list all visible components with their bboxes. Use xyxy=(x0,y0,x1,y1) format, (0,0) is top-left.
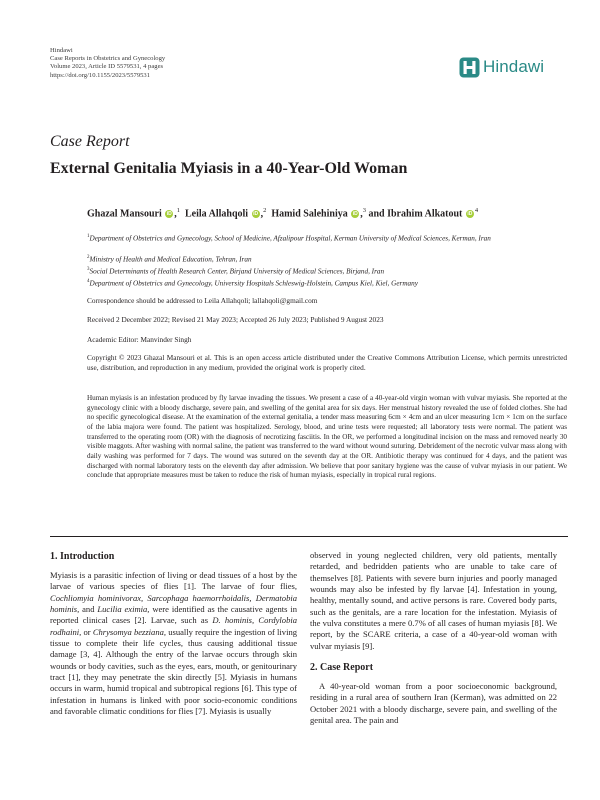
publisher-name: Hindawi xyxy=(50,47,73,54)
intro-paragraph-continued: observed in young neglected children, very old patients, mentally retarded, and bedridden patients who are unable to take care of themselves [8]. Patients with severe burn injuries and poorly managed wounds may also be infested by fly larvae [4]. Infestation in young, healthy, mentally sound, and active persons is rare. Covered body parts, such as the genitals, are a rare location for the infestation. Myiasis of the vulva constitutes a mere 0.7% of all cases of human myiasis [8]. We report, by the SCARE criteria, a case of a 40-year-old woman with vulvar myiasis [9]. xyxy=(310,550,557,651)
author-affiliation-ref: 2 xyxy=(263,207,267,214)
author-affiliation-ref: 1 xyxy=(176,207,180,214)
case-paragraph: A 40-year-old woman from a poor socioeconomic background, residing in a rural area of southern Iran (Kerman), was admitted on 22 October 2021 with a bloody discharge, severe pain, and swelling of the genital area. The pain and xyxy=(310,681,557,726)
article-type: Case Report xyxy=(50,133,130,150)
section-divider xyxy=(50,536,568,537)
affiliation: $^3$Social Determinants of Health Research Center, Birjand University of Medical Sciences, Birjand, Iran xyxy=(87,267,385,276)
abstract: Human myiasis is an infestation produced by fly larvae invading the tissues. We present a case of a 40-year-old virgin woman with vulvar myiasis. She reported at the gynecology clinic with a bloody discharge, severe pain, and swelling of the genital area for six days. Her menstrual history revealed the use of folded clothes. She had no specific gynecological disease. At the examination of the external genitalia, a tender mass measuring 6cm × 4cm and an ulcer measuring 1cm × 1cm on the surface of the labia majora were found. The patient was hospitalized. Serology, blood, and urine tests were requested; all laboratory tests were normal. The patient was transferred to the operating room (OR) with the diagnosis of necrotizing fasciitis. In the OR, we performed a longitudinal incision on the mass and removed nearly 30 visible maggots. After washing with normal saline, the patient was transferred to the ward without wound suturing. Debridement of the necrotic vulvar mass along with daily washing was performed for 7 days. The wound was sutured on the seventh day at the OR. Antibiotic therapy was continued for 4 days, and the patient was discharged with normal laboratory tests on the eleventh day after admission. We believe that poor sanitary hygiene was the cause of vulvar myiasis in our patient. We conclude that appropriate measures must be taken to reduce the risk of human myiasis, especially in tropical rural regions. xyxy=(87,394,567,480)
academic-editor: Academic Editor: Manvinder Singh xyxy=(87,335,192,344)
journal-metadata xyxy=(50,47,310,80)
copyright-notice: Copyright © 2023 Ghazal Mansouri et al. This is an open access article distributed under the Creative Commons Attribution License, which permits unrestricted use, distribution, and reproduction in any medium, provided the original work is properly cited. xyxy=(87,353,567,372)
author-name: Leila Allahqoli xyxy=(184,208,249,220)
affiliation: $^1$Department of Obstetrics and Gynecology, School of Medicine, Afzalipour Hospital, Kerman University of Medical Sciences, Kerman, Iran xyxy=(87,234,491,243)
author-name: Ghazal Mansouri xyxy=(87,208,162,220)
author-affiliation-ref: 4 xyxy=(474,207,479,214)
orcid-icon[interactable]: iD xyxy=(253,211,259,218)
logo-wordmark: Hindawi xyxy=(483,57,545,76)
orcid-icon[interactable]: iD xyxy=(166,211,172,218)
publication-dates: Received 2 December 2022; Revised 21 May 2023; Accepted 26 July 2023; Published 9 August 2023 xyxy=(87,315,384,324)
section-heading: 1. Introduction xyxy=(50,551,115,562)
orcid-icon[interactable]: iD xyxy=(352,211,358,218)
affiliation: $^2$Ministry of Health and Medical Education, Tehran, Iran xyxy=(87,255,252,264)
hindawi-logo xyxy=(459,55,559,79)
correspondence: Correspondence should be addressed to Leila Allahqoli; lallahqoli@gmail.com xyxy=(87,296,318,305)
affiliation: $^4$Department of Obstetrics and Gynecology, University Hospitals Schleswig-Holstein, Campus Kiel, Kiel, Germany xyxy=(87,279,418,288)
author-list: Ghazal Mansouri iD ,$^1$ Leila Allahqoli iD ,$^2$ Hamid Salehiniya iD ,$^3$ and Ibrahim Alkatout $iD^4$ xyxy=(87,207,479,220)
author-name: Hamid Salehiniya xyxy=(271,208,348,220)
orcid-icon[interactable]: iD xyxy=(467,211,473,218)
article-title: External Genitalia Myiasis in a 40-Year-Old Woman xyxy=(50,160,408,177)
section-heading: 2. Case Report xyxy=(310,662,374,674)
doi-link[interactable]: https://doi.org/10.1155/2023/5579531 xyxy=(50,71,151,79)
journal-name: Case Reports in Obstetrics and Gynecology xyxy=(50,55,166,63)
hindawi-logo-icon xyxy=(459,57,480,78)
right-column xyxy=(310,550,557,726)
author-affiliation-ref: 3 xyxy=(362,207,366,214)
left-column xyxy=(50,550,297,717)
volume-line: Volume 2023, Article ID 5579531, 4 pages xyxy=(50,63,164,71)
intro-paragraph: Myiasis is a parasitic infection of living or dead tissues of a host by the larvae of various species of flies [1]. The larvae of four flies, Cochliomyia hominivorax, Sarcophaga haemorrhoidalis, Dermatobia hominis, and Lucilia eximia, were identified as the causative agents in reported clinical cases [2]. Larvae, such as D. hominis, Cordylobia rodhaini, or Chrysomya bezziana, usually require the ingestion of living tissue to complete their life cycles, thus causing additional tissue damage [3, 4]. Although the entry of the larvae occurs through skin wounds or body cavities, such as the eyes, ears, mouth, or genitourinary tract [1], they may penetrate the skin directly [5]. Myiasis in humans occurs in warm, humid tropical and subtropical regions [6]. This type of infestation in humans is linked with poor socio-economic conditions and favorable climatic conditions for flies [7]. Myiasis is usually xyxy=(50,570,297,717)
author-name: Ibrahim Alkatout xyxy=(387,208,463,220)
